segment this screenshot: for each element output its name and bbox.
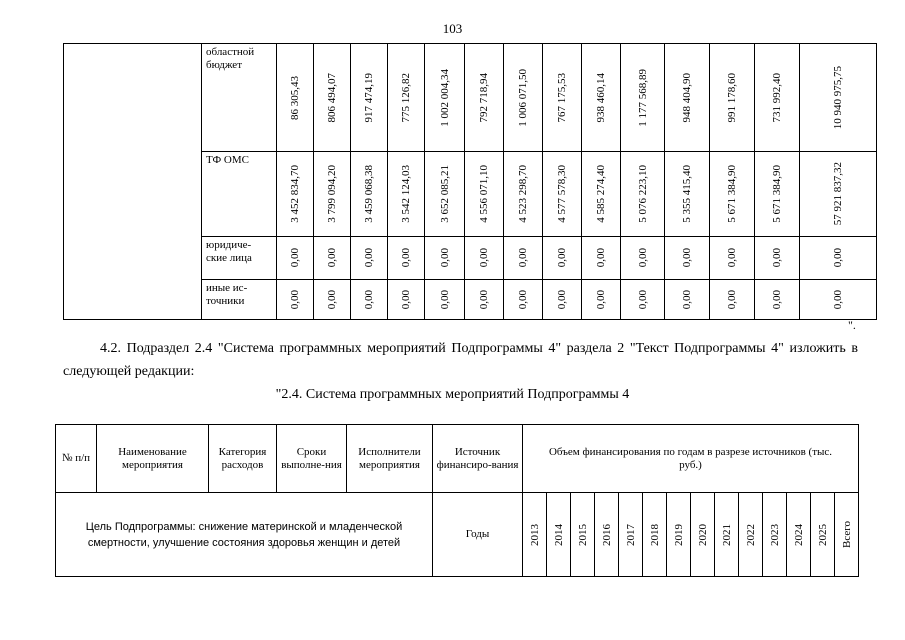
funding-value: 0,00 <box>595 248 607 268</box>
funding-value-cell <box>314 280 351 320</box>
year-header-cell <box>595 493 619 577</box>
funding-value: 0,00 <box>289 289 301 310</box>
funding-value: 5 671 384,90 <box>771 165 783 223</box>
funding-value-cell <box>800 237 877 280</box>
header-num: № п/п <box>56 425 97 493</box>
year-header-cell <box>619 493 643 577</box>
empty-cell <box>64 44 202 320</box>
source-label: юридиче-ские лица <box>202 237 277 280</box>
year-label: 2013 <box>528 523 541 546</box>
funding-value: 3 799 094,20 <box>326 165 338 223</box>
funding-value-cell <box>582 280 621 320</box>
funding-value: 948 404,90 <box>681 72 693 123</box>
funding-value-cell <box>621 152 665 237</box>
funding-value-cell <box>425 152 465 237</box>
funding-value-cell <box>621 280 665 320</box>
funding-value: 731 992,40 <box>771 72 783 123</box>
funding-value-cell <box>351 152 388 237</box>
funding-value-cell <box>425 237 465 280</box>
funding-value-cell <box>755 44 800 152</box>
funding-value: 0,00 <box>771 248 783 268</box>
funding-value: 0,00 <box>636 248 649 268</box>
funding-value-cell <box>710 44 755 152</box>
year-label: 2014 <box>552 523 565 546</box>
funding-value-cell <box>504 152 543 237</box>
year-label: 2015 <box>576 523 589 546</box>
year-header-cell <box>763 493 787 577</box>
year-label: 2016 <box>600 523 613 546</box>
funding-value-cell <box>543 152 582 237</box>
funding-value-cell <box>277 152 314 237</box>
funding-value-cell <box>314 237 351 280</box>
funding-value-cell <box>388 152 425 237</box>
funding-value-cell <box>665 152 710 237</box>
year-header-cell <box>691 493 715 577</box>
funding-value: 0,00 <box>771 289 783 310</box>
funding-value-cell <box>543 44 582 152</box>
year-header-cell <box>811 493 835 577</box>
funding-value: 0,00 <box>556 248 568 268</box>
funding-value: 5 355 415,40 <box>681 165 693 223</box>
funding-value: 0,00 <box>595 289 607 310</box>
funding-value: 0,00 <box>517 248 529 268</box>
funding-value: 3 459 068,38 <box>363 165 375 223</box>
funding-row <box>64 44 877 152</box>
year-header-cell <box>835 493 859 577</box>
funding-value: 0,00 <box>438 248 451 268</box>
header-category: Категория расходов <box>209 425 277 493</box>
funding-value: 3 452 834,70 <box>289 165 301 223</box>
funding-value-cell <box>314 44 351 152</box>
funding-value: 4 523 298,70 <box>517 165 529 223</box>
funding-value: 3 542 124,03 <box>400 165 412 223</box>
funding-value-cell <box>800 152 877 237</box>
header-source: Источник финансиро-вания <box>433 425 523 493</box>
funding-value-cell <box>755 237 800 280</box>
funding-value-cell <box>582 152 621 237</box>
year-label: 2017 <box>624 523 637 546</box>
funding-value-cell <box>388 44 425 152</box>
year-label: 2019 <box>672 523 685 546</box>
funding-value-cell <box>710 152 755 237</box>
funding-value: 792 718,94 <box>478 72 490 123</box>
header-funding: Объем финансирования по годам в разрезе источников (тыс. руб.) <box>523 425 859 493</box>
years-label: Годы <box>433 493 523 577</box>
funding-value-cell <box>621 44 665 152</box>
funding-value-cell <box>388 237 425 280</box>
year-header-cell <box>715 493 739 577</box>
funding-value: 0,00 <box>289 248 301 268</box>
funding-value-cell <box>504 280 543 320</box>
year-header-cell <box>547 493 571 577</box>
funding-value: 86 305,43 <box>289 75 301 120</box>
page-number: 103 <box>442 21 463 36</box>
funding-value-cell <box>504 237 543 280</box>
funding-value-cell <box>543 280 582 320</box>
funding-value: 5 671 384,90 <box>726 165 738 223</box>
funding-value: 0,00 <box>681 248 693 268</box>
funding-value: 991 178,60 <box>726 72 738 123</box>
year-header-cell <box>523 493 547 577</box>
funding-value: 57 921 837,32 <box>832 162 844 226</box>
funding-value-cell <box>277 280 314 320</box>
subprogram-goal: Цель Подпрограммы: снижение материнской и младенческой смертности, улучшение состояния здоровья женщин и детей <box>56 493 433 577</box>
funding-value: 3 652 085,21 <box>438 165 451 223</box>
funding-value-cell <box>465 152 504 237</box>
section-heading: "2.4. Система программных мероприятий Подпрограммы 4 <box>275 387 630 402</box>
funding-value: 0,00 <box>681 289 693 310</box>
amendment-paragraph: 4.2. Подраздел 2.4 "Система программных мероприятий Подпрограммы 4" раздела 2 "Текст Подпрограммы 4" изложить в следующей редакции: <box>63 341 858 379</box>
funding-value: 0,00 <box>363 289 375 310</box>
funding-value: 4 556 071,10 <box>478 165 490 223</box>
funding-value: 0,00 <box>478 248 490 268</box>
year-label: 2020 <box>696 523 709 546</box>
year-label: 2021 <box>720 523 733 546</box>
year-header-cell <box>787 493 811 577</box>
funding-value: 917 474,19 <box>363 72 375 123</box>
funding-value: 4 577 578,30 <box>556 165 568 223</box>
funding-value-cell <box>314 152 351 237</box>
funding-value: 0,00 <box>832 289 844 310</box>
funding-value: 938 460,14 <box>595 72 607 123</box>
funding-value: 0,00 <box>326 289 338 310</box>
source-label: иные ис-точники <box>202 280 277 320</box>
funding-value: 0,00 <box>363 248 375 268</box>
source-label: ТФ ОМС <box>202 152 277 237</box>
funding-value-cell <box>621 237 665 280</box>
funding-value-cell <box>665 280 710 320</box>
funding-value: 0,00 <box>636 289 649 310</box>
funding-value-cell <box>504 44 543 152</box>
funding-value: 1 177 568,89 <box>636 68 649 127</box>
funding-value: 0,00 <box>400 289 412 310</box>
funding-value: 0,00 <box>400 248 412 268</box>
funding-value-cell <box>351 237 388 280</box>
funding-value: 0,00 <box>438 289 451 310</box>
year-label: Всего <box>840 521 853 548</box>
funding-value-cell <box>800 280 877 320</box>
funding-value-cell <box>543 237 582 280</box>
funding-value: 1 002 004,34 <box>438 68 451 127</box>
header-terms: Сроки выполне-ния <box>277 425 347 493</box>
funding-value: 767 175,53 <box>556 72 568 123</box>
funding-value-cell <box>800 44 877 152</box>
year-header-cell <box>571 493 595 577</box>
funding-value-cell <box>351 44 388 152</box>
year-label: 2023 <box>768 523 781 546</box>
closing-quote: ". <box>848 318 856 332</box>
source-label: областной бюджет <box>202 44 277 152</box>
funding-value-cell <box>582 237 621 280</box>
funding-value-cell <box>755 152 800 237</box>
funding-value-cell <box>277 44 314 152</box>
funding-value-cell <box>425 280 465 320</box>
funding-value: 806 494,07 <box>326 72 338 123</box>
funding-value-cell <box>277 237 314 280</box>
funding-value: 1 006 071,50 <box>517 68 529 127</box>
year-label: 2022 <box>744 523 757 546</box>
year-header-cell <box>643 493 667 577</box>
funding-value: 0,00 <box>726 289 738 310</box>
funding-value: 0,00 <box>326 248 338 268</box>
funding-value-cell <box>665 44 710 152</box>
funding-value-cell <box>351 280 388 320</box>
funding-value-cell <box>465 280 504 320</box>
funding-table-continued <box>63 43 877 320</box>
funding-value: 4 585 274,40 <box>595 165 607 223</box>
funding-value: 0,00 <box>478 289 490 310</box>
funding-value: 10 940 975,75 <box>832 65 844 130</box>
year-label: 2024 <box>792 523 805 546</box>
year-label: 2018 <box>648 523 661 546</box>
funding-value-cell <box>425 44 465 152</box>
funding-value: 5 076 223,10 <box>636 165 649 223</box>
header-name: Наименование мероприятия <box>97 425 209 493</box>
header-executors: Исполнители мероприятия <box>347 425 433 493</box>
funding-value: 775 126,82 <box>400 72 412 123</box>
program-activities-table <box>55 424 859 577</box>
funding-value-cell <box>465 44 504 152</box>
year-header-cell <box>739 493 763 577</box>
funding-value-cell <box>665 237 710 280</box>
year-label: 2025 <box>816 523 829 546</box>
year-header-cell <box>667 493 691 577</box>
funding-value-cell <box>710 280 755 320</box>
funding-value-cell <box>582 44 621 152</box>
funding-value: 0,00 <box>517 289 529 310</box>
funding-value-cell <box>388 280 425 320</box>
funding-value-cell <box>755 280 800 320</box>
funding-value: 0,00 <box>726 248 738 268</box>
funding-value: 0,00 <box>556 289 568 310</box>
funding-value: 0,00 <box>832 248 844 268</box>
funding-value-cell <box>465 237 504 280</box>
funding-value-cell <box>710 237 755 280</box>
